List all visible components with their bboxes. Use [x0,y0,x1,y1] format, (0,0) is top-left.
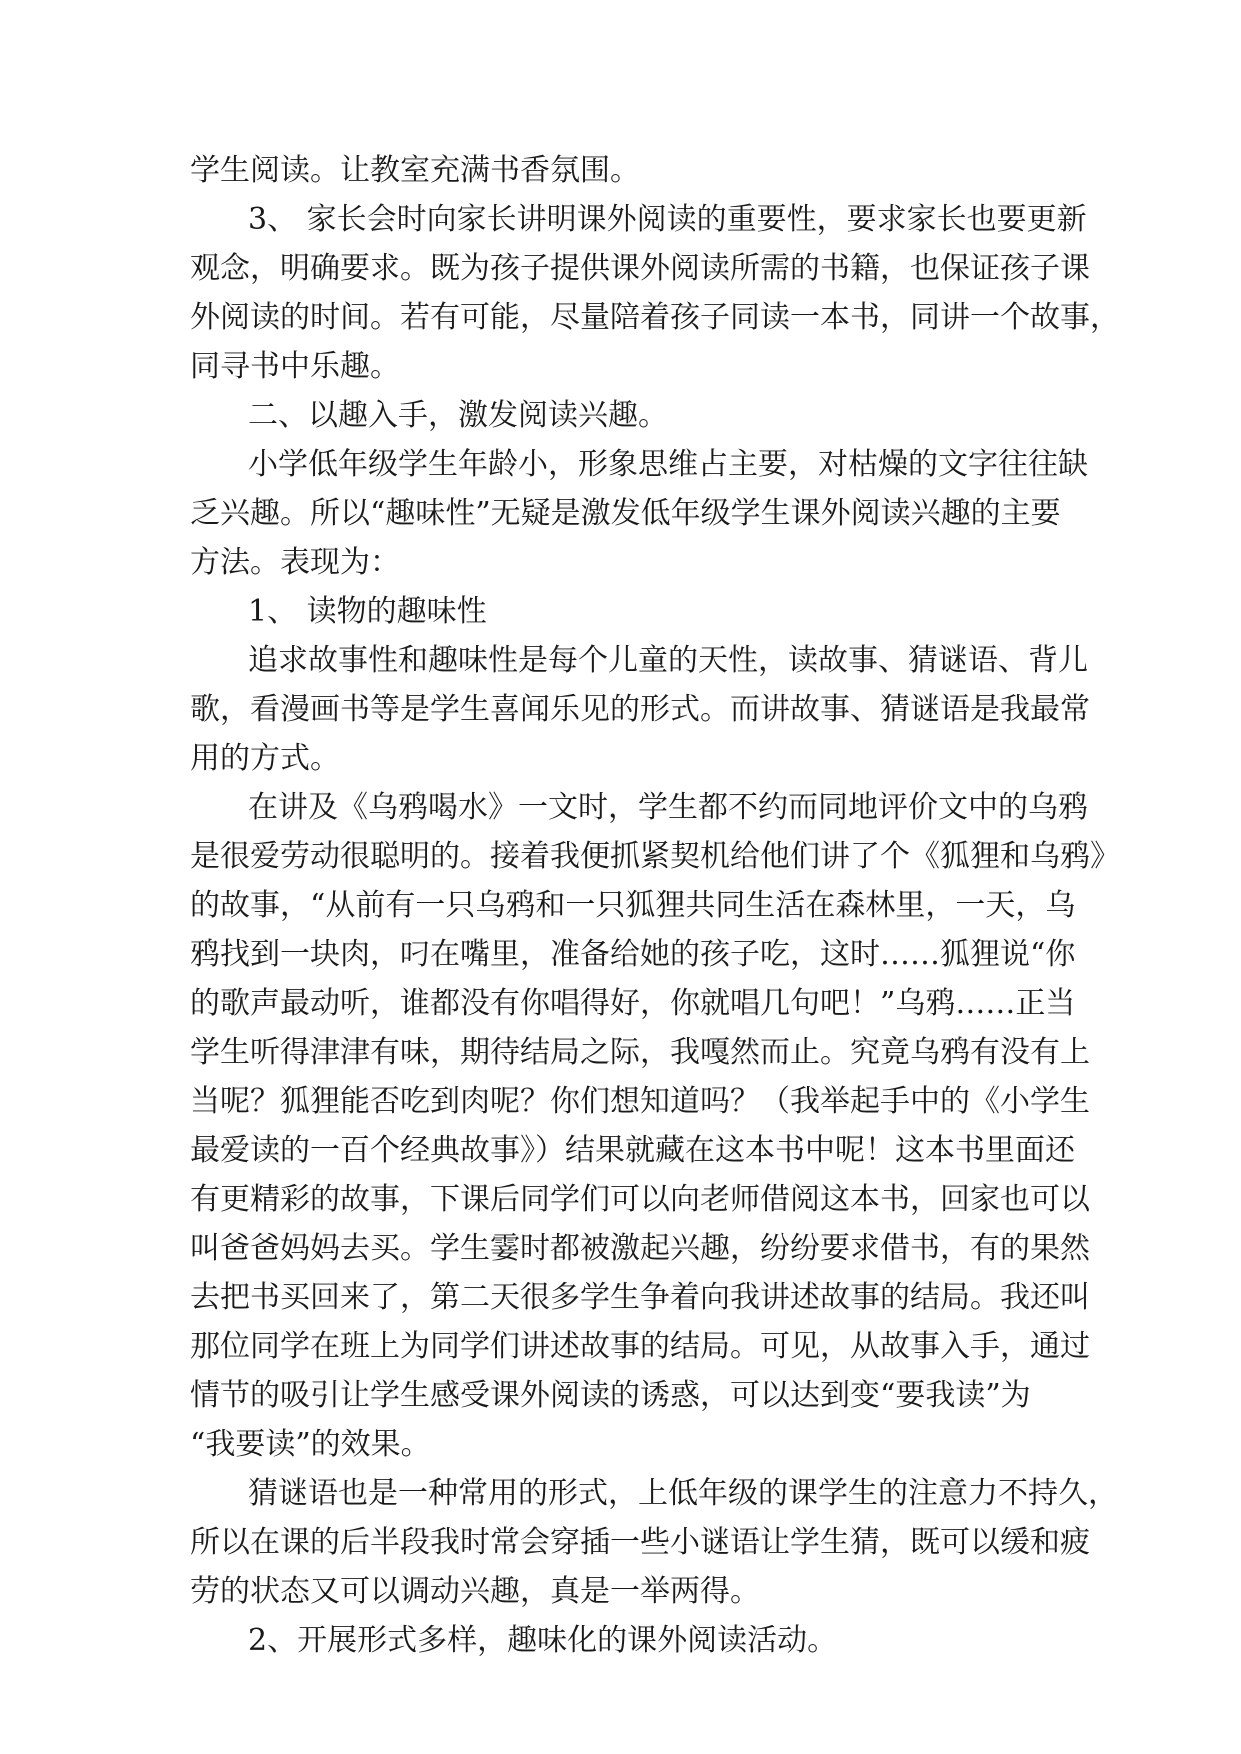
text-line: 学生阅读。让教室充满书香氛围。 [190,153,640,188]
text-line: 情节的吸引让学生感受课外阅读的诱惑，可以达到变“要我读”为 [190,1378,1031,1413]
text-line: 鸦找到一块肉，叼在嘴里，准备给她的孩子吃，这时……狐狸说“你 [190,937,1076,972]
text-line: 的故事，“从前有一只乌鸦和一只狐狸共同生活在森林里，一天，乌 [190,888,1076,923]
text-line: 3、 家长会时向家长讲明课外阅读的重要性，要求家长也要更新 [248,202,1087,237]
text-line: 歌，看漫画书等是学生喜闻乐见的形式。而讲故事、猜谜语是我最常 [190,692,1090,727]
text-line: 有更精彩的故事，下课后同学们可以向老师借阅这本书，回家也可以 [190,1182,1090,1217]
text-line: 猜谜语也是一种常用的形式，上低年级的课学生的注意力不持久， [248,1476,1118,1511]
text-line: 外阅读的时间。若有可能，尽量陪着孩子同读一本书，同讲一个故事， [190,300,1120,335]
text-line: 观念，明确要求。既为孩子提供课外阅读所需的书籍，也保证孩子课 [190,251,1090,286]
text-line: 追求故事性和趣味性是每个儿童的天性，读故事、猜谜语、背儿 [248,643,1088,678]
text-line: 学生听得津津有味，期待结局之际，我嘎然而止。究竟乌鸦有没有上 [190,1035,1090,1070]
subsection-heading: 1、 读物的趣味性 [248,594,487,629]
text-line: 用的方式。 [190,741,340,776]
section-heading: 二、以趣入手，激发阅读兴趣。 [248,398,668,433]
subsection-heading: 2、开展形式多样，趣味化的课外阅读活动。 [248,1623,838,1658]
text-line: 方法。表现为： [190,545,400,580]
text-line: 最爱读的一百个经典故事》）结果就藏在这本书中呢！这本书里面还 [190,1133,1075,1168]
document-body [190,146,1120,1665]
text-line: 当呢？狐狸能否吃到肉呢？你们想知道吗？（我举起手中的《小学生 [190,1084,1090,1119]
text-line: 在讲及《乌鸦喝水》一文时，学生都不约而同地评价文中的乌鸦 [248,790,1088,825]
text-line: 叫爸爸妈妈去买。学生霎时都被激起兴趣，纷纷要求借书，有的果然 [190,1231,1090,1266]
text-line: 所以在课的后半段我时常会穿插一些小谜语让学生猜，既可以缓和疲 [190,1525,1090,1560]
text-line: 同寻书中乐趣。 [190,349,400,384]
text-line: 乏兴趣。所以“趣味性”无疑是激发低年级学生课外阅读兴趣的主要 [190,496,1061,531]
text-line: 劳的状态又可以调动兴趣，真是一举两得。 [190,1574,760,1609]
text-line: 小学低年级学生年龄小，形象思维占主要，对枯燥的文字往往缺 [248,447,1088,482]
text-line: “我要读”的效果。 [190,1427,431,1462]
text-line: 的歌声最动听，谁都没有你唱得好，你就唱几句吧！”乌鸦……正当 [190,986,1076,1021]
text-line: 是很爱劳动很聪明的。接着我便抓紧契机给他们讲了个《狐狸和乌鸦》 [190,839,1120,874]
text-line: 那位同学在班上为同学们讲述故事的结局。可见，从故事入手，通过 [190,1329,1090,1364]
text-line: 去把书买回来了，第二天很多学生争着向我讲述故事的结局。我还叫 [190,1280,1090,1315]
